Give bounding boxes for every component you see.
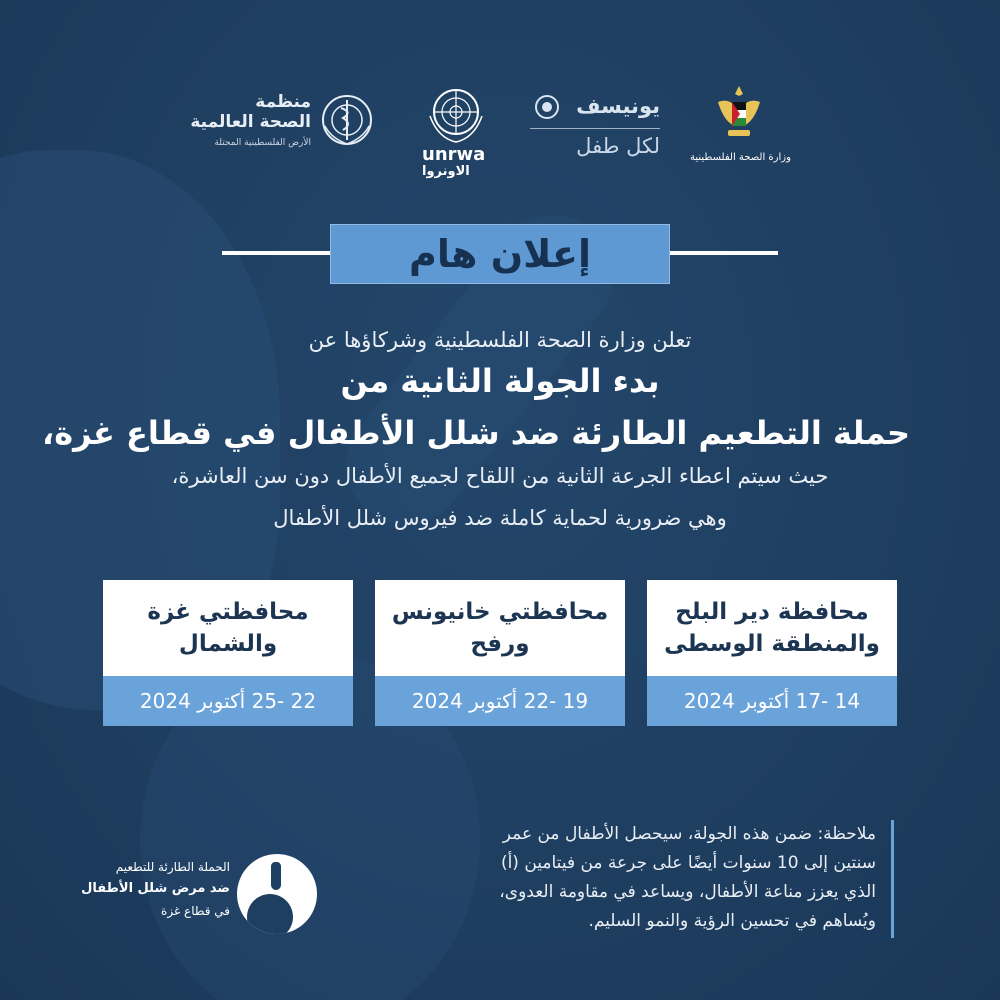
card-dates [103, 676, 353, 726]
who-subtitle: الأرض الفلسطينية المحتلة [214, 138, 311, 148]
who-emblem-icon [319, 92, 375, 148]
palestine-eagle-icon [714, 82, 764, 144]
card-dates [375, 676, 625, 726]
unrwa-name-en: unrwa [422, 144, 486, 165]
who-name [190, 92, 311, 132]
announcement-title-box [330, 224, 670, 284]
unicef-divider [530, 128, 660, 129]
intro-text: تعلن وزارة الصحة الفلسطينية وشركاؤها عن [308, 328, 692, 352]
moh-logo [690, 82, 810, 172]
detail-text-2: وهي ضرورية لحماية كاملة ضد فيروس شلل الأطفال [273, 506, 727, 530]
card-region-line2: ورفح [470, 631, 530, 657]
detail-text-1: حيث سيتم اعطاء الجرعة الثانية من اللقاح لجميع الأطفال دون سن العاشرة، [171, 464, 829, 488]
badge-line2: ضد مرض شلل الأطفال [81, 881, 230, 896]
unrwa-logo [418, 82, 498, 179]
card-region-line1: محافظة دير البلح [675, 599, 869, 625]
note-line-3: الذي يعزز مناعة الأطفال، ويساعد في مقاومة العدوى، [499, 882, 876, 902]
schedule-card-gaza [103, 580, 353, 726]
card-dates [647, 676, 897, 726]
badge-line3: في قطاع غزة [161, 904, 230, 918]
card-region [103, 580, 353, 676]
announcement-title: إعلان هام [409, 232, 591, 276]
campaign-badge [82, 852, 322, 942]
unicef-name: يونيسف [576, 94, 660, 118]
who-logo [190, 82, 375, 172]
card-region [647, 580, 897, 676]
card-dates-text: 22 -25 أكتوبر 2024 [139, 689, 317, 713]
unrwa-name-ar: الاونروا [422, 164, 470, 179]
schedule-card-khan-younis [375, 580, 625, 726]
un-emblem-icon [424, 82, 488, 146]
campaign-title: حملة التطعيم الطارئة ضد شلل الأطفال في قطاع غزة، [42, 414, 910, 452]
schedule-card-deir-al-balah [647, 580, 897, 726]
card-region-line1: محافظتي خانيونس [391, 599, 609, 625]
start-text: بدء الجولة الثانية من [340, 362, 660, 400]
vaccine-drop-icon [237, 854, 317, 934]
moh-name: وزارة الصحة الفلسطينية [690, 152, 791, 163]
unicef-tagline: لكل طفل [576, 134, 660, 158]
card-region-line2: والشمال [178, 631, 278, 657]
vitamin-a-note [370, 820, 890, 940]
badge-line1: الحملة الطارئة للتطعيم [115, 860, 230, 874]
note-line-1: ملاحظة: ضمن هذه الجولة، سيحصل الأطفال من عمر [502, 824, 876, 844]
note-line-4: ويُساهم في تحسين الرؤية والنمو السليم. [588, 911, 876, 931]
card-region-line1: محافظتي غزة [147, 599, 309, 625]
unicef-logo [530, 82, 660, 172]
card-dates-text: 14 -17 أكتوبر 2024 [683, 689, 861, 713]
announcement-header [0, 224, 1000, 284]
badge-text [81, 856, 230, 922]
header-line-left [222, 251, 330, 255]
who-name-line1: منظمة [255, 92, 311, 112]
note-line-2: سنتين إلى 10 سنوات أيضًا على جرعة من فيتامين (أ) [500, 853, 876, 873]
header-line-right [670, 251, 778, 255]
who-name-line2: الصحة العالمية [190, 112, 311, 132]
unicef-emblem-icon [534, 94, 560, 120]
card-region [375, 580, 625, 676]
card-region-line2: والمنطقة الوسطى [664, 631, 880, 657]
note-accent-bar [891, 820, 894, 938]
card-dates-text: 19 -22 أكتوبر 2024 [411, 689, 589, 713]
